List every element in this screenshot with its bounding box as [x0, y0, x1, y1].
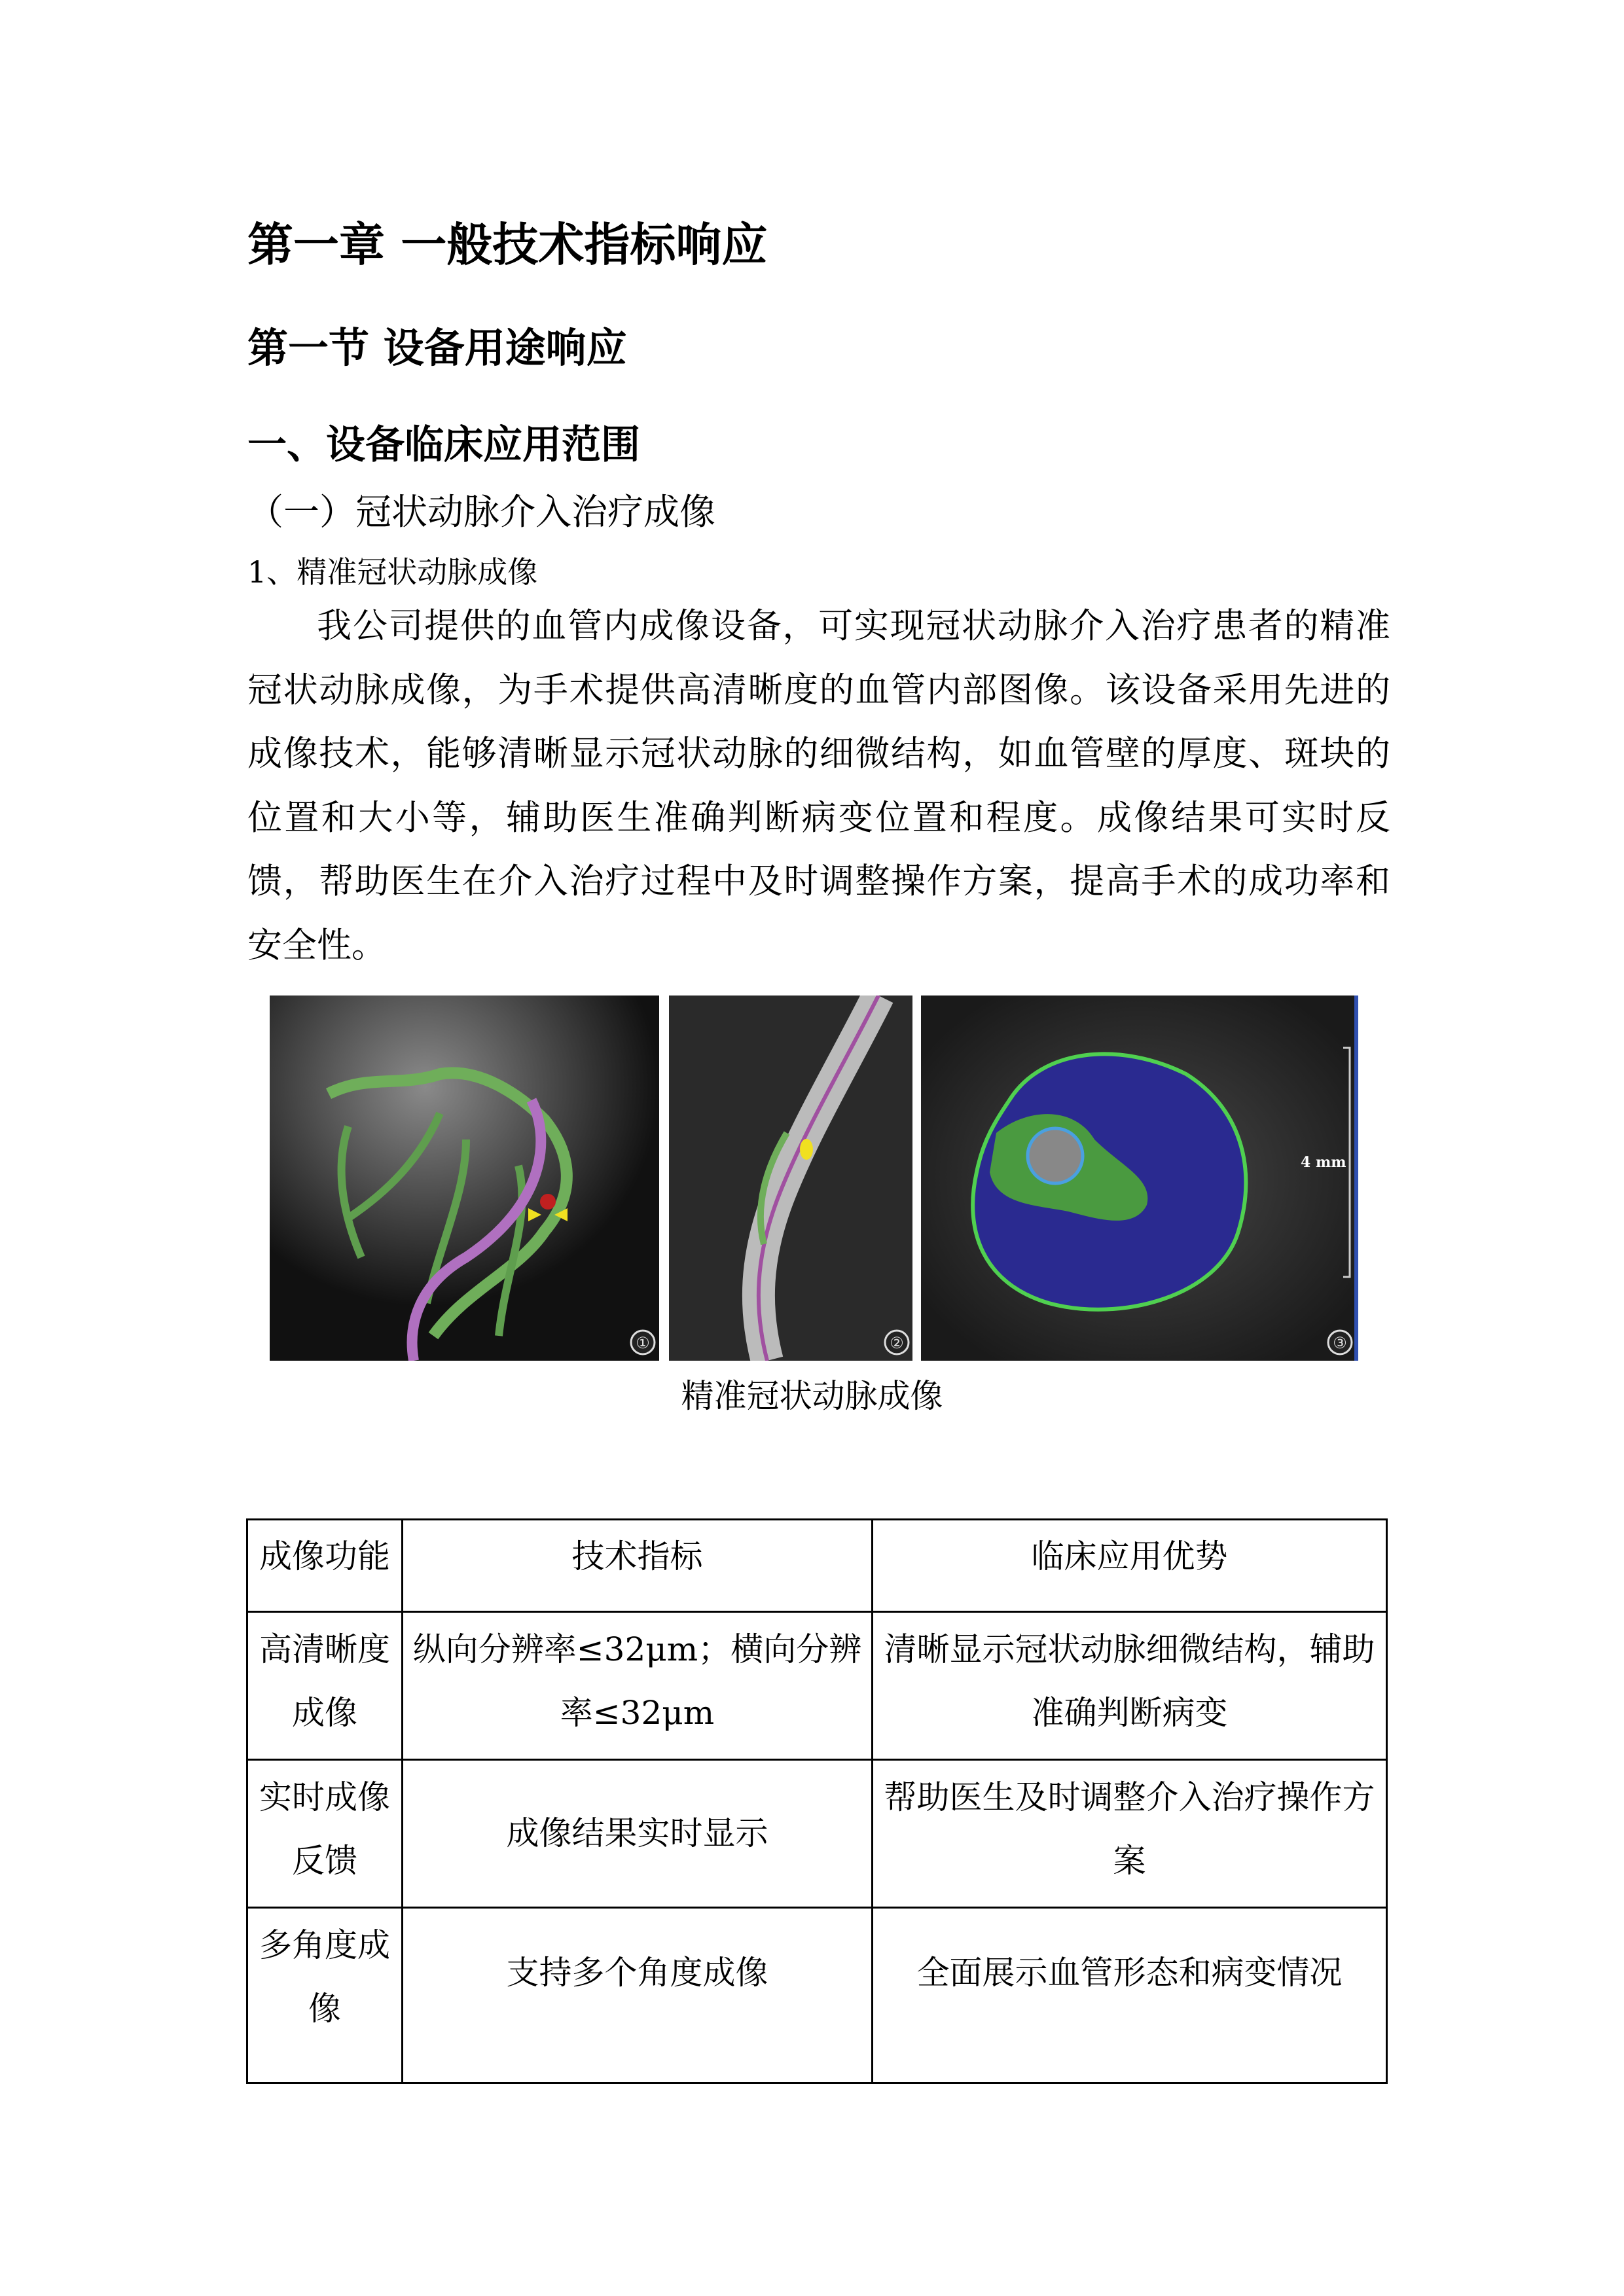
figure-caption: 精准冠状动脉成像 [681, 1377, 943, 1415]
heading-precise-imaging: 1、精准冠状动脉成像 [247, 554, 538, 590]
body-paragraph: 我公司提供的血管内成像设备，可实现冠状动脉介入治疗患者的精准冠状动脉成像，为手术提供高清晰度的血管内部图像。该设备采用先进的成像技术，能够清晰显示冠状动脉的细微结构，如血管壁的厚度、斑块的位置和大小等，辅助医生准确判断病变位置和程度。成像结果可实时反馈，帮助医生在介入治疗过程中及时调整操作方案，提高手术的成功率和安全性。 [247, 606, 1390, 965]
table-row [247, 1760, 1387, 1908]
table-cell: 纵向分辨率≤32μm；横向分辨率≤32μm [403, 1612, 873, 1760]
heading-clinical-scope: 一、设备临床应用范围 [247, 422, 640, 468]
table-row [247, 1908, 1387, 2083]
table-cell: 帮助医生及时调整介入治疗操作方案 [873, 1760, 1387, 1908]
panel-angiography-3d [270, 996, 659, 1361]
table-header-row [247, 1520, 1387, 1612]
heading-coronary-imaging: （一）冠状动脉介入治疗成像 [247, 491, 716, 533]
table-cell: 成像结果实时显示 [403, 1760, 873, 1908]
header-cell: 技术指标 [403, 1520, 873, 1612]
panel-cross-section [921, 996, 1358, 1361]
panel-label-1: ① [636, 1334, 650, 1352]
section-title: 第一节 设备用途响应 [247, 324, 627, 372]
chapter-title: 第一章 一般技术指标响应 [247, 218, 768, 272]
imaging-spec-table [246, 1518, 1388, 2084]
table-row [247, 1612, 1387, 1760]
table-cell: 高清晰度成像 [247, 1612, 403, 1760]
table-cell: 实时成像反馈 [247, 1760, 403, 1908]
table-cell: 支持多个角度成像 [403, 1908, 873, 2083]
panel-longitudinal [669, 996, 912, 1361]
scale-label: 4 mm [1301, 1154, 1346, 1171]
table-cell: 多角度成像 [247, 1908, 403, 2083]
table-cell: 清晰显示冠状动脉细微结构，辅助准确判断病变 [873, 1612, 1387, 1760]
header-cell: 成像功能 [247, 1520, 403, 1612]
header-cell: 临床应用优势 [873, 1520, 1387, 1612]
panel-label-2: ② [890, 1334, 904, 1352]
table-cell: 全面展示血管形态和病变情况 [873, 1908, 1387, 2083]
content-flow [0, 594, 1624, 2084]
panel-label-3: ③ [1333, 1334, 1347, 1352]
coronary-imaging-figure [270, 996, 1358, 1361]
